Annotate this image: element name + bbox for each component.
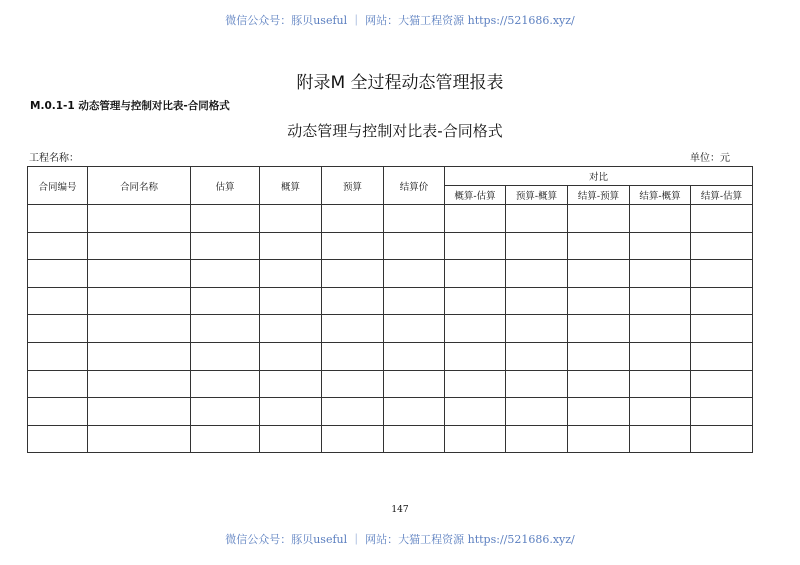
table-cell — [191, 315, 260, 343]
table-cell — [88, 232, 191, 260]
header-contract-no: 合同编号 — [28, 167, 88, 205]
table-cell — [191, 287, 260, 315]
table-cell — [506, 232, 568, 260]
table-cell — [445, 370, 506, 398]
table-cell — [691, 205, 753, 233]
table-cell — [88, 287, 191, 315]
table-cell — [384, 205, 445, 233]
table-cell — [28, 260, 88, 288]
unit-label: 单位：元 — [690, 153, 730, 164]
table-cell — [691, 370, 753, 398]
table-cell — [506, 260, 568, 288]
table-cell — [506, 342, 568, 370]
watermark-bottom: 微信公众号：豚贝useful ｜ 网站：大猫工程资源 https://521686.xyz/ — [225, 533, 575, 546]
table-cell — [630, 315, 691, 343]
header-budget-estimate: 概算 — [260, 167, 322, 205]
table-cell — [445, 287, 506, 315]
table-cell — [568, 315, 630, 343]
appendix-title: 附录M 全过程动态管理报表 — [296, 73, 504, 93]
table-cell — [28, 398, 88, 426]
table-row — [28, 425, 753, 453]
table-cell — [88, 425, 191, 453]
table-cell — [568, 342, 630, 370]
table-cell — [260, 260, 322, 288]
page-number: 147 — [391, 505, 409, 515]
header-contract-name: 合同名称 — [88, 167, 191, 205]
table-cell — [506, 370, 568, 398]
table-cell — [384, 342, 445, 370]
table-cell — [322, 398, 384, 426]
table-cell — [260, 287, 322, 315]
table-cell — [88, 260, 191, 288]
table-cell — [260, 342, 322, 370]
table-cell — [691, 398, 753, 426]
table-cell — [191, 342, 260, 370]
header-settlement: 结算价 — [384, 167, 445, 205]
table-cell — [506, 398, 568, 426]
table-cell — [630, 205, 691, 233]
table-cell — [384, 232, 445, 260]
table-cell — [260, 232, 322, 260]
header-compare-2: 预算-概算 — [506, 186, 568, 205]
header-budget: 预算 — [322, 167, 384, 205]
table-cell — [445, 315, 506, 343]
table-cell — [28, 232, 88, 260]
table-cell — [630, 398, 691, 426]
table-row — [28, 205, 753, 233]
table-cell — [445, 232, 506, 260]
table-cell — [28, 342, 88, 370]
table-cell — [506, 425, 568, 453]
table-cell — [88, 342, 191, 370]
table-cell — [191, 370, 260, 398]
table-cell — [191, 205, 260, 233]
table-cell — [88, 315, 191, 343]
table-row — [28, 315, 753, 343]
table-cell — [384, 370, 445, 398]
table-row — [28, 260, 753, 288]
table-cell — [445, 342, 506, 370]
table-cell — [691, 260, 753, 288]
table-cell — [191, 260, 260, 288]
table-cell — [322, 342, 384, 370]
table-cell — [384, 315, 445, 343]
table-cell — [568, 260, 630, 288]
table-cell — [630, 342, 691, 370]
table-cell — [88, 370, 191, 398]
header-compare-5: 结算-估算 — [691, 186, 753, 205]
table-cell — [384, 398, 445, 426]
table-cell — [28, 425, 88, 453]
header-compare-4: 结算-概算 — [630, 186, 691, 205]
table-row — [28, 398, 753, 426]
header-compare-3: 结算-预算 — [568, 186, 630, 205]
table-cell — [260, 425, 322, 453]
header-compare: 对比 — [445, 167, 753, 186]
table-cell — [322, 425, 384, 453]
table-cell — [28, 370, 88, 398]
table-row — [28, 287, 753, 315]
table-cell — [630, 370, 691, 398]
table-cell — [260, 370, 322, 398]
table-cell — [445, 398, 506, 426]
table-cell — [191, 232, 260, 260]
table-cell — [568, 287, 630, 315]
table-cell — [88, 205, 191, 233]
table-cell — [445, 260, 506, 288]
table-cell — [384, 425, 445, 453]
table-cell — [191, 425, 260, 453]
table-cell — [322, 370, 384, 398]
table-cell — [630, 260, 691, 288]
table-cell — [568, 398, 630, 426]
table-cell — [322, 232, 384, 260]
table-cell — [260, 205, 322, 233]
table-cell — [568, 425, 630, 453]
project-name-label: 工程名称： — [29, 153, 79, 164]
table-cell — [691, 425, 753, 453]
table-cell — [568, 232, 630, 260]
table-cell — [630, 425, 691, 453]
table-cell — [691, 287, 753, 315]
table-cell — [322, 315, 384, 343]
table-cell — [691, 232, 753, 260]
table-row — [28, 342, 753, 370]
table-cell — [260, 315, 322, 343]
table-cell — [445, 205, 506, 233]
table-cell — [28, 315, 88, 343]
table-cell — [28, 287, 88, 315]
watermark-top: 微信公众号：豚贝useful ｜ 网站：大猫工程资源 https://521686.xyz/ — [225, 14, 575, 27]
table-cell — [322, 205, 384, 233]
comparison-table — [27, 166, 753, 453]
table-cell — [260, 398, 322, 426]
table-cell — [506, 205, 568, 233]
section-heading: M.0.1-1 动态管理与控制对比表-合同格式 — [30, 100, 230, 112]
table-cell — [506, 315, 568, 343]
table-cell — [384, 287, 445, 315]
table-cell — [191, 398, 260, 426]
table-cell — [691, 342, 753, 370]
table-cell — [322, 287, 384, 315]
table-title: 动态管理与控制对比表-合同格式 — [287, 122, 503, 140]
table-cell — [28, 205, 88, 233]
header-estimate: 估算 — [191, 167, 260, 205]
table-cell — [88, 398, 191, 426]
table-cell — [568, 205, 630, 233]
table-cell — [630, 232, 691, 260]
header-compare-1: 概算-估算 — [445, 186, 506, 205]
table-cell — [384, 260, 445, 288]
table-cell — [322, 260, 384, 288]
table-row — [28, 370, 753, 398]
table-row — [28, 232, 753, 260]
table-cell — [445, 425, 506, 453]
table-cell — [691, 315, 753, 343]
table-cell — [630, 287, 691, 315]
table-cell — [506, 287, 568, 315]
table-cell — [568, 370, 630, 398]
